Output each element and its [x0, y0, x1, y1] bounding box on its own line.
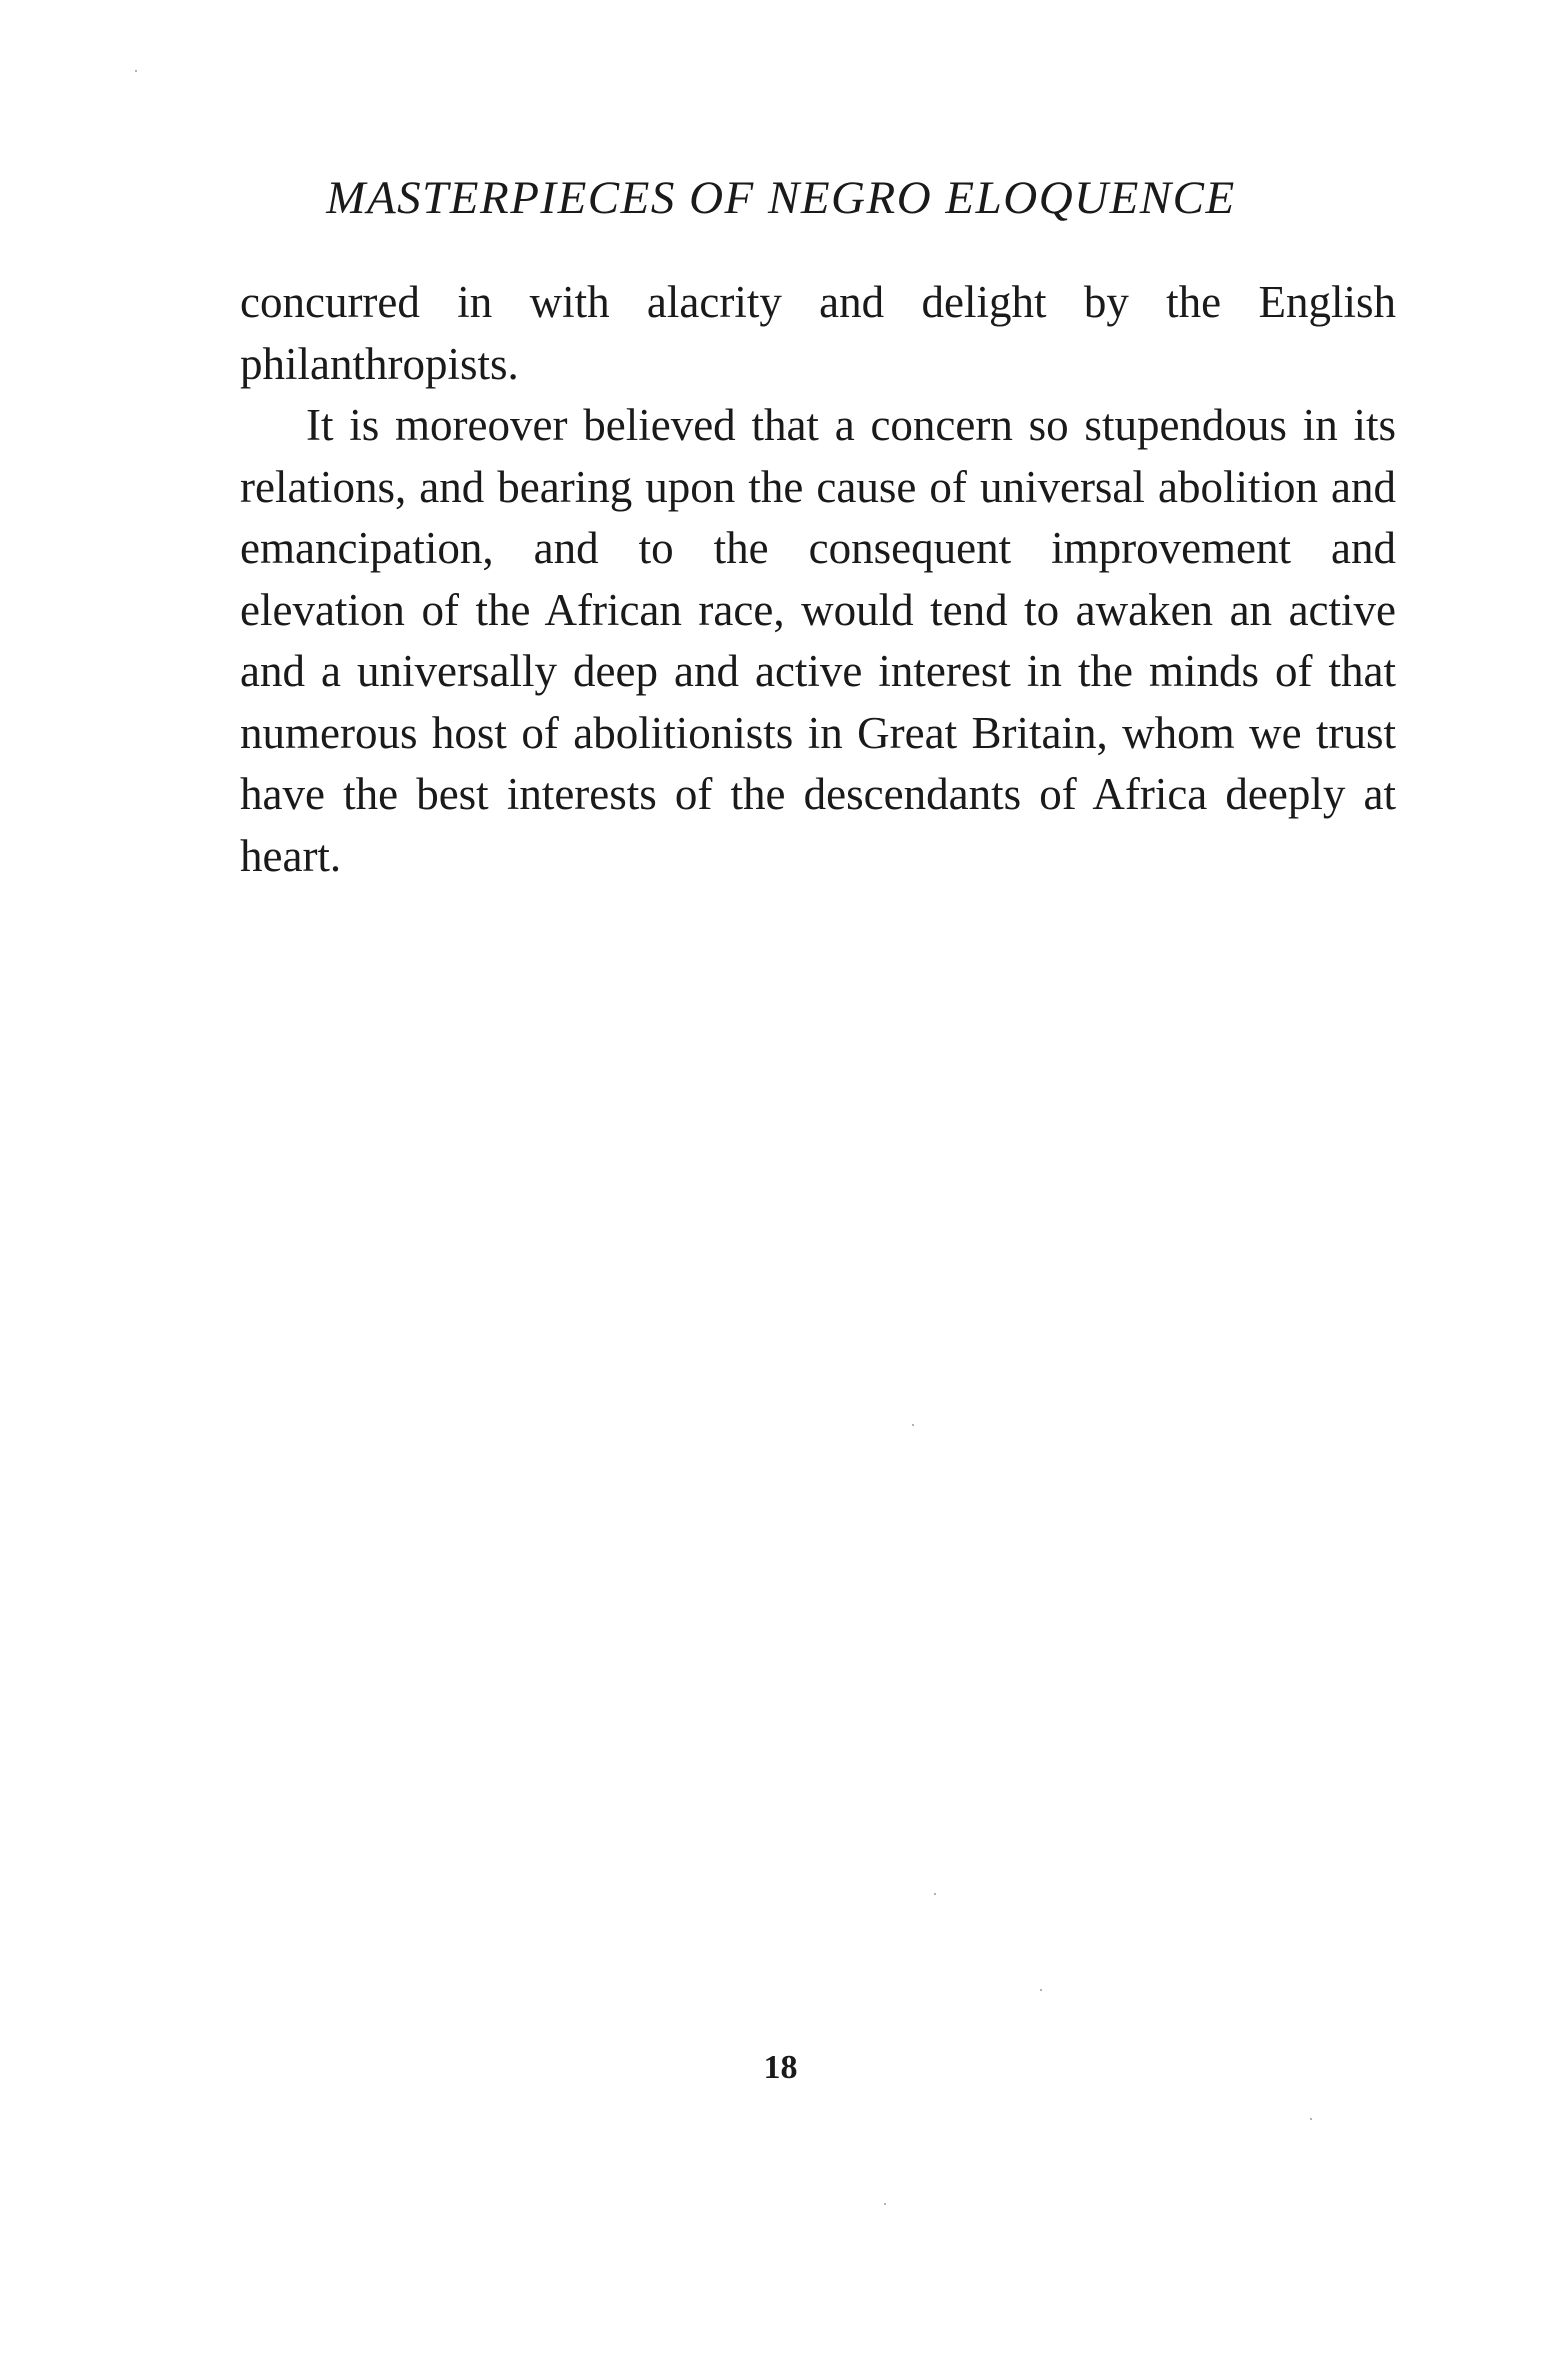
scan-speck — [135, 70, 137, 72]
paragraph: It is moreover believed that a concern so stupendous in its relations, and bearing upon the cause of universal abolition and emancipation, and to the consequent improvement and elevation of the African race, would tend to awaken an active and a universally deep and active interest in the minds of that numerous host of abolitionists in Great Britain, whom we trust have the best interests of the descendants of Africa deeply at heart. — [240, 400, 1396, 881]
body-text — [240, 272, 1396, 887]
running-head: MASTERPIECES OF NEGRO ELOQUENCE — [326, 172, 1236, 224]
scan-speck — [1040, 1989, 1042, 1991]
page-number: 18 — [763, 2049, 798, 2086]
scan-speck — [912, 1424, 914, 1426]
scan-speck — [934, 1893, 936, 1895]
scan-speck — [884, 2203, 886, 2205]
scan-speck — [1310, 2118, 1312, 2120]
paragraph-continued: concurred in with alacrity and delight by the English philanthropists. — [240, 277, 1396, 389]
